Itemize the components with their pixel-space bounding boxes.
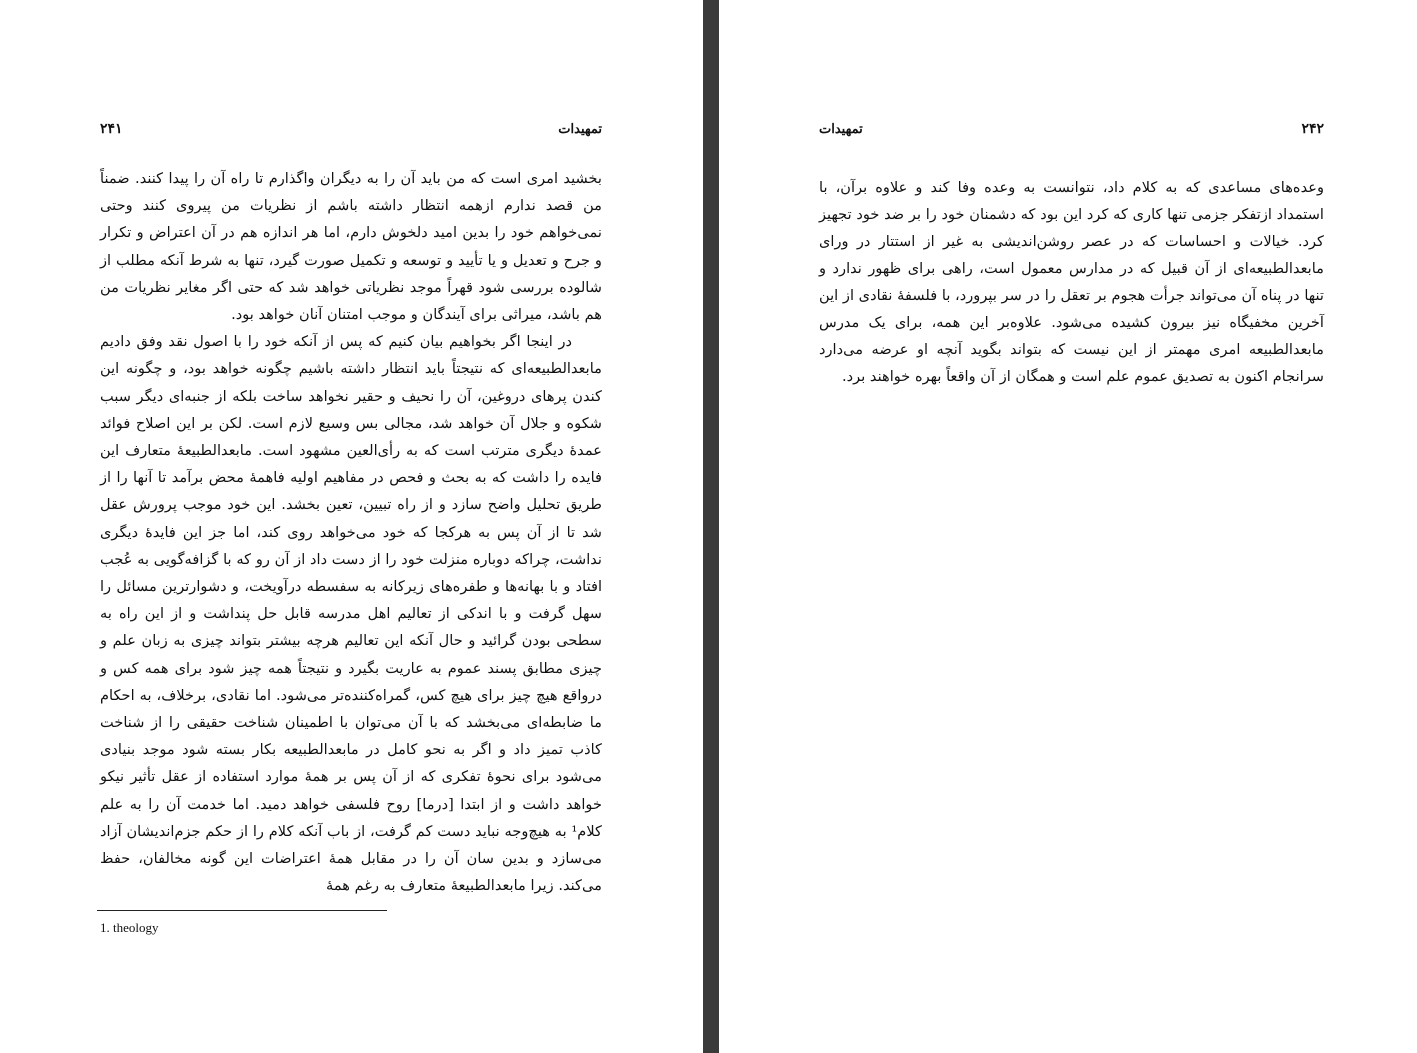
right-paragraph-1: وعده‌های مساعدی که به کلام داد، نتوانست به وعده وفا کند و علاوه برآن، با استمداد ازتفکر جزمی تنها کاری که کرد این بود که دشمنان خود را بر ضد خود تجهیز کرد. خیالات و احساسات که در عصر روشن‌اندیشی به غیر از استتار در ورای مابعدالطبیعه‌ای از آن قبیل که در مدارس معمول است، راهی برای ظهور ندارد و تنها در پناه آن می‌تواند جرأت هجوم بر تعقل را در سر بپرورد، با فلسفهٔ نقادی از این آخرین مخفیگاه نیز بیرون کشیده می‌شود. علاوه‌بر این همه، برای یک مدرس مابعدالطبیعه امری مهمتر از این نیست که بتواند بگوید آنچه او عرضه می‌دارد سرانجام اکنون به تصدیق عموم علم است و همگان از آن واقعاً بهره خواهند برد. [819,179,1324,385]
left-paragraph-2: در اینجا اگر بخواهیم بیان کنیم که پس از آنکه خود را با اصول نقد وفق دادیم مابعدالطبیعه‌ای که نتیجتاً باید انتظار داشته باشیم چگونه خواهد بود، و چگونه این کندن پرهای دروغین، آن را نحیف و حقیر نخواهد ساخت بلکه از جنبه‌ای دیگر سبب شکوه و جلال آن خواهد شد، مجالی بس وسیع لازم است. لکن بر این اصلاح فوائد عمدهٔ دیگری مترتب است که به رأی‌العین مشهود است. مابعدالطبیعهٔ متعارف این فایده را داشت که به بحث و فحص در مفاهیم اولیه فاهمهٔ محض برآمد تا آنها را از طریق تحلیل واضح سازد و از راه تبیین، تعین بخشد. این خود موجب پرورش عقل شد تا از آن پس به هرکجا که خود می‌خواهد روی کند، اما جز این فایدهٔ دیگری نداشت، چراکه دوباره منزلت خود را از دست داد از آن رو که با گزافه‌گویی به عُجب افتاد و با بهانه‌ها و طفره‌های زیرکانه به سفسطه درآویخت، و دشوارترین مسائل را سهل گرفت و با اندکی از تعالیم اهل مدرسه قابل حل پنداشت و از این راه به سطحی بودن گرائید و حال آنکه این تعالیم هرچه بیشتر بتواند چیزی به زبان علم و چیزی مطابق پسند عموم به عاریت بگیرد و نتیجتاً همه چیز شود برای همه کس و درواقع هیچ چیز برای هیچ کس، گمراه‌کننده‌تر می‌شود. اما نقادی، برخلاف، به احکام ما ضابطه‌ای می‌بخشد که با آن می‌توان با اطمینان شناخت حقیقی را از شناخت کاذب تمیز داد و اگر به نحو کامل در مابعدالطبیعه بکار بسته شود موجد بنیادی می‌شود برای نحوهٔ تفکری که از آن پس بر همهٔ موارد استفاده از عقل تأثیر نیکو خواهد داشت و از ابتدا [درما] روح فلسفی خواهد دمید. اما خدمت آن را به علم کلام¹ به هیچ‌وجه نباید دست کم گرفت، از باب آنکه کلام را از حکم جزم‌اندیشان آزاد می‌سازد و بدین سان آن را در مقابل همهٔ اعتراضات این گونه مخالفان، حفظ می‌کند. زیرا مابعدالطبیعهٔ متعارف به رغم همهٔ [100,333,602,895]
left-body-text [100,165,602,899]
left-paragraph-1: بخشید امری است که من باید آن را به دیگران واگذارم تا راه آن را پیدا کنند. ضمناً من قصد ندارم ازهمه انتظار داشته باشم از نظریات من پیروی کنند وحتی نمی‌خواهم خود را بدین امید دلخوش دارم، اما هر اندازه هم در آن اعتراض و تکرار و جرح و تعدیل و یا تأیید و توسعه و تکمیل صورت گیرد، تنها به شرط آنکه مطلب از شالوده بررسی شود قهراً موجد نظریاتی خواهد شد که حتی اگر مغایر نظریات من هم باشد، میراثی برای آیندگان و موجب امتنان آنان خواهد بود. [100,170,602,324]
footnote: 1. theology [100,920,159,935]
right-running-title: تمهیدات [819,122,863,137]
left-page [0,0,703,1053]
right-body-text [819,174,1324,390]
left-running-title: تمهیدات [558,122,602,137]
footnote-rule [97,910,387,911]
left-running-head [100,121,602,141]
right-running-head [819,121,1324,141]
right-page-number: ۲۴۲ [1301,121,1324,137]
right-page [719,0,1417,1053]
book-gutter [703,0,719,1053]
left-page-number: ۲۴۱ [100,121,123,137]
